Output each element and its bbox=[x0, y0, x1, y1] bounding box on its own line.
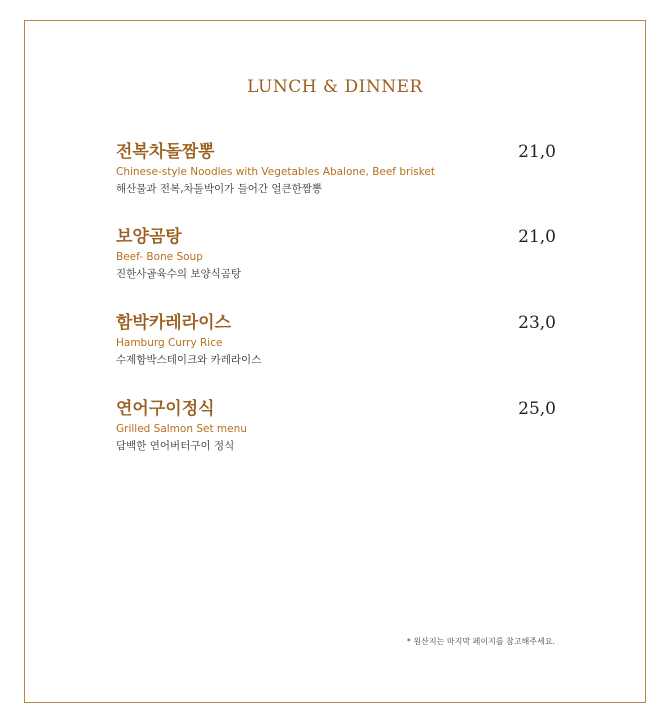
menu-item bbox=[116, 141, 556, 196]
item-price: 21,0 bbox=[518, 142, 556, 162]
item-description: 수제함박스테이크와 카레라이스 bbox=[116, 354, 262, 366]
item-name-english: Chinese-style Noodles with Vegetables Abalone, Beef brisket bbox=[116, 166, 435, 178]
item-name-korean: 보양곰탕 bbox=[116, 227, 182, 247]
item-price: 25,0 bbox=[518, 399, 556, 419]
item-name-english: Grilled Salmon Set menu bbox=[116, 423, 247, 435]
menu-item bbox=[116, 312, 556, 367]
item-description: 담백한 연어버터구이 정식 bbox=[116, 440, 235, 452]
origin-footnote: * 원산지는 마지막 페이지를 참고해주세요. bbox=[406, 637, 555, 646]
menu-item bbox=[116, 226, 556, 281]
item-name-english: Hamburg Curry Rice bbox=[116, 337, 223, 349]
item-name-korean: 전복차돌짬뽕 bbox=[116, 142, 215, 162]
menu-item bbox=[116, 398, 556, 453]
item-description: 진한사골육수의 보양식곰탕 bbox=[116, 268, 242, 280]
item-description: 해산물과 전복,차돌박이가 들어간 얼큰한짬뽕 bbox=[116, 183, 323, 195]
item-price: 23,0 bbox=[518, 313, 556, 333]
item-name-korean: 함박카레라이스 bbox=[116, 313, 231, 333]
section-title: LUNCH & DINNER bbox=[247, 77, 423, 97]
item-name-english: Beef- Bone Soup bbox=[116, 251, 203, 263]
item-name-korean: 연어구이정식 bbox=[116, 399, 215, 419]
item-price: 21,0 bbox=[518, 227, 556, 247]
